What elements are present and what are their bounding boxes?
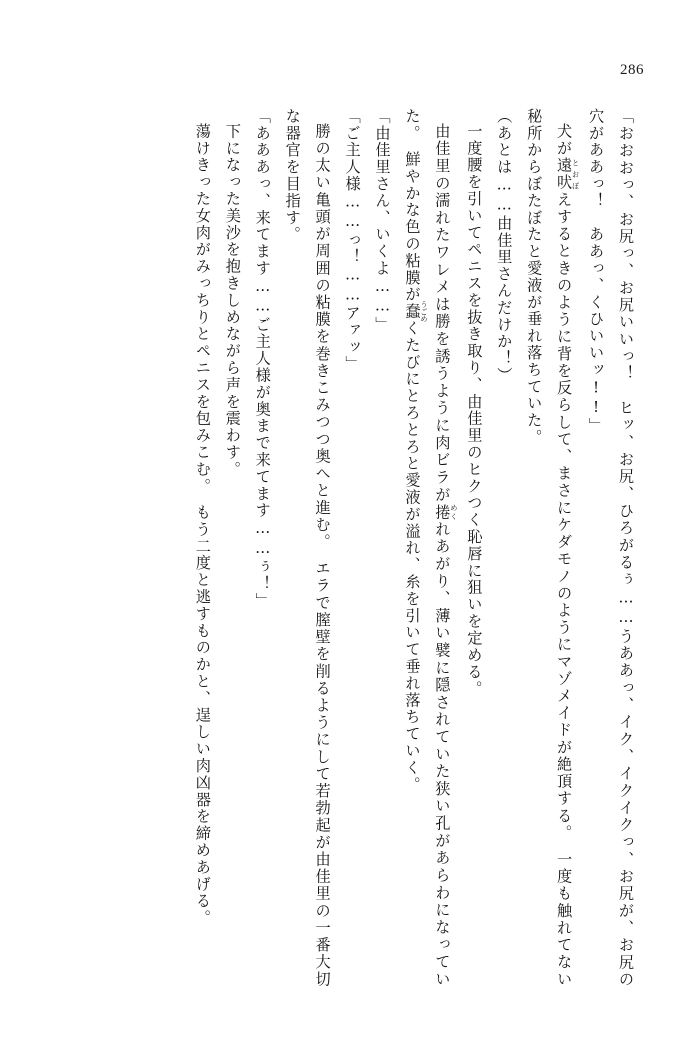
paragraph-text-run: 由佳里の濡れたワレメは勝を誘うように肉ビラが — [433, 123, 452, 504]
paragraph: （あとは……由佳里さんだけか！） — [495, 108, 514, 384]
paragraph — [518, 108, 580, 988]
paragraph: 一度腰を引いてペニスを抜き取り、由佳里のヒクつく恥唇に狙いを定める。 — [465, 123, 484, 698]
paragraph-text-run: えするときのように背を反らして、まさにケダモノのようにマゾメイドが絶頂する。 一度も触れてない秘所からぼたぼたと愛液が垂れ落ちていた。 — [525, 108, 574, 989]
paragraph: 下になった美沙を抱きしめながら声を震わす。 — [223, 123, 242, 479]
paragraph-text-run: れあがり、薄い襞に隠されていた狭い孔があらわになっていた。 鮮やかな色の粘膜が — [403, 108, 452, 988]
paragraph-text-run: 犬が — [555, 123, 574, 158]
ruby-text: うごめ — [419, 300, 429, 323]
paragraph — [397, 108, 459, 988]
page-body-text — [60, 108, 640, 988]
paragraph: 「ご主人様……っ！……アァッ」 — [343, 108, 362, 373]
ruby-annotation: 蠢うごめ — [403, 300, 429, 323]
ruby-annotation: 捲めく — [433, 503, 459, 522]
ruby-annotation: 遠吠とおぼ — [555, 157, 581, 192]
ruby-text: めく — [449, 503, 459, 521]
paragraph-text-run: くたびにとろとろと愛液が溢れ、糸を引いて垂れ落ちていく。 — [403, 320, 422, 794]
paragraph: 「おおおっ、お尻っ、お尻いいっ！ ヒッ、お尻、ひろがるぅ……うああっ、イク、イクイクっ、お尻が、お尻の穴がああっ！ ああっ、くひいいッ!!」 — [587, 108, 635, 988]
ruby-text: とおぼ — [571, 157, 581, 192]
page-number: 286 — [620, 62, 644, 78]
paragraph: 勝の太い亀頭が周囲の粘膜を巻きこみつつ奥へと進む。 エラで膣壁を削るようにして若勃起が由佳里の一番大切な器官を目指す。 — [283, 108, 332, 988]
paragraph: 「あああっ、来てます……ご主人様が奥まで来てます……ぅ！」 — [253, 108, 272, 610]
paragraph: 「由佳里さん、いくよ……」 — [373, 108, 392, 334]
paragraph: 蕩けきった女肉がみっちりとペニスを包みこむ。 もう二度と逃すものかと、逞しい肉凶器を締めあげる。 — [193, 123, 212, 927]
